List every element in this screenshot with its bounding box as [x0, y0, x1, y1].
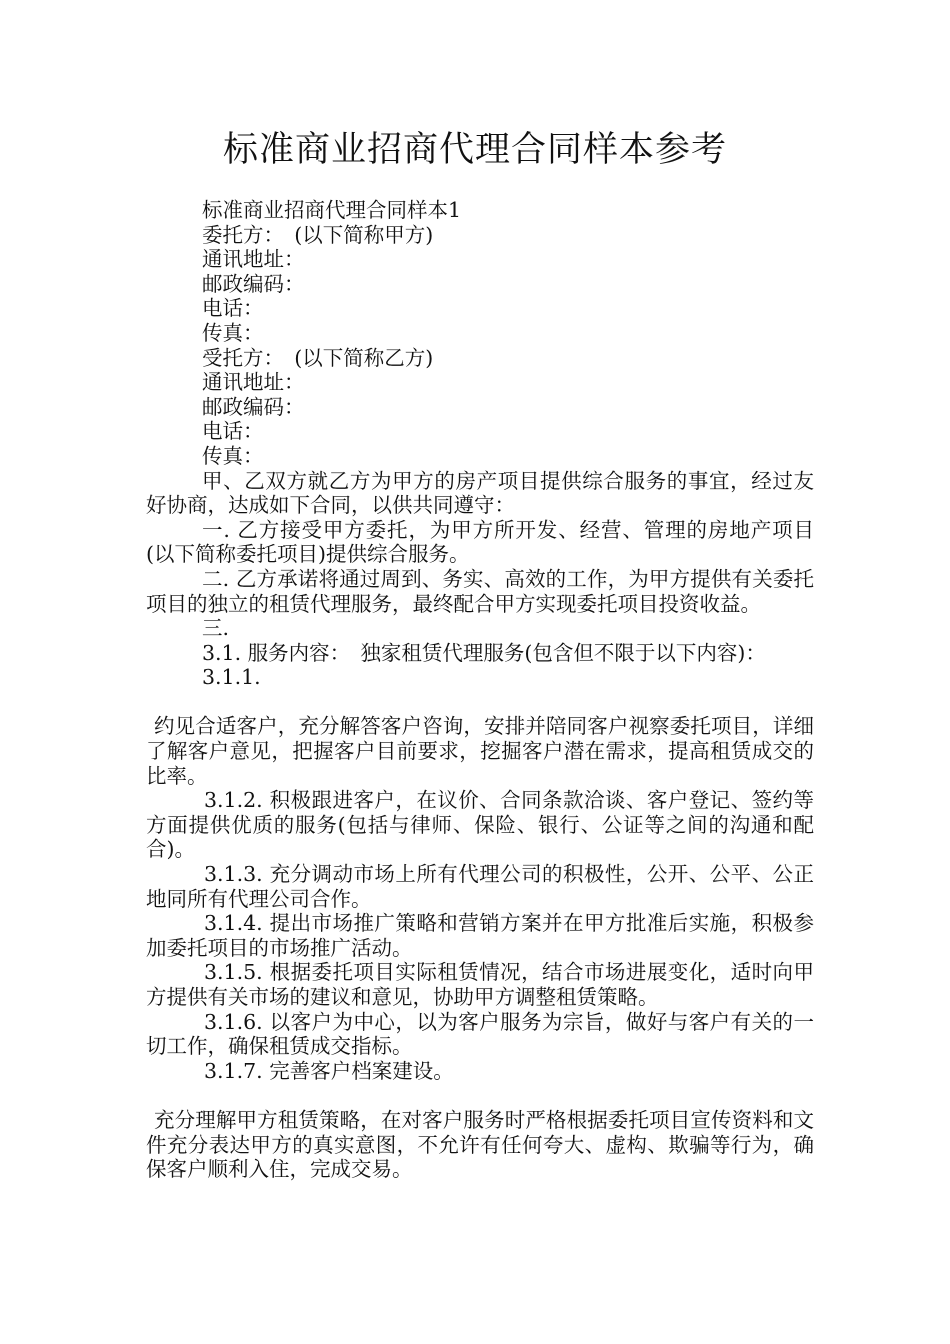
party-b-postcode: 邮政编码： [202, 394, 305, 419]
final-paragraph: 充分理解甲方租赁策略，在对客户服务时严格根据委托项目宣传资料和文件充分表达甲方的真实意图，不允许有任何夸大、虚构、欺骗等行为，确保客户顺利入住，完成交易。 [146, 1107, 814, 1182]
party-a-line: 委托方： (以下简称甲方) [202, 222, 434, 247]
clause-3-1-1-text: 约见合适客户，充分解答客户咨询，安排并陪同客户视察委托项目，详细了解客户意见，把握客户目前要求，挖掘客户潜在需求，提高租赁成交的比率。 [146, 714, 814, 788]
clause-3-1-5: 3.1.5. 根据委托项目实际租赁情况，结合市场进展变化，适时向甲方提供有关市场的建议和意见，协助甲方调整租赁策略。 [146, 960, 814, 1009]
party-b-phone: 电话： [202, 419, 264, 444]
party-a-fax: 传真： [202, 320, 264, 345]
clause-3-1-3: 3.1.3. 充分调动市场上所有代理公司的积极性，公开、公平、公正地同所有代理公司合作。 [146, 862, 814, 911]
contract-heading: 标准商业招商代理合同样本1 [202, 198, 462, 222]
clause-3-1-6: 3.1.6. 以客户为中心，以为客户服务为宗旨，做好与客户有关的一切工作，确保租赁成交指标。 [146, 1009, 814, 1059]
spacer [146, 1083, 814, 1108]
party-a-address: 通讯地址： [202, 247, 305, 272]
clause-3-1: 3.1. 服务内容： 独家租赁代理服务(包含但不限于以下内容)： [202, 640, 766, 665]
clause-3-1-1-number: 3.1.1. [202, 665, 261, 690]
clause-3-1-4: 3.1.4. 提出市场推广策略和营销方案并在甲方批准后实施，积极参加委托项目的市场推广活动。 [146, 911, 814, 960]
party-a-phone: 电话： [202, 296, 264, 321]
clause-3-1-2: 3.1.2. 积极跟进客户，在议价、合同条款洽谈、客户登记、签约等方面提供优质的服务(包括与律师、保险、银行、公证等之间的沟通和配合)。 [146, 788, 814, 862]
clause-3: 三. [202, 616, 230, 641]
document-title: 标准商业招商代理合同样本参考 [222, 130, 727, 170]
document-body [146, 198, 814, 1182]
spacer [146, 690, 814, 715]
party-b-address: 通讯地址： [202, 370, 305, 395]
intro-paragraph: 甲、乙双方就乙方为甲方的房产项目提供综合服务的事宜，经过友好协商，达成如下合同，以供共同遵守： [146, 468, 814, 518]
party-b-fax: 传真： [202, 443, 264, 468]
party-b-line: 受托方： (以下简称乙方) [202, 345, 434, 370]
clause-3-1-7: 3.1.7. 完善客户档案建设。 [204, 1058, 454, 1083]
party-a-postcode: 邮政编码： [202, 271, 305, 296]
clause-2: 二. 乙方承诺将通过周到、务实、高效的工作，为甲方提供有关委托项目的独立的租赁代理服务，最终配合甲方实现委托项目投资收益。 [146, 566, 814, 616]
clause-1: 一. 乙方接受甲方委托，为甲方所开发、经营、管理的房地产项目(以下简称委托项目)提供综合服务。 [146, 517, 814, 567]
